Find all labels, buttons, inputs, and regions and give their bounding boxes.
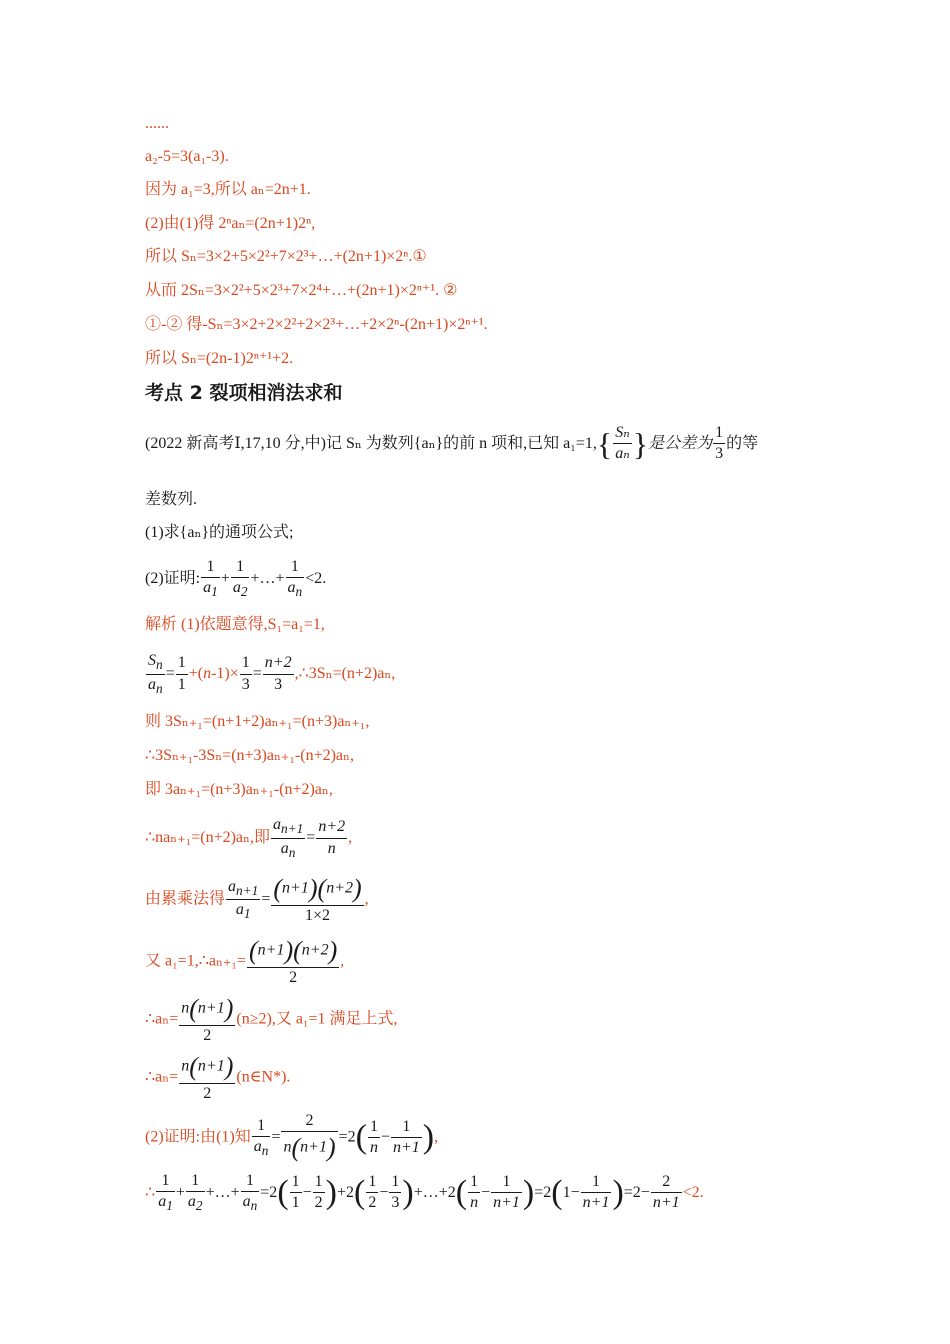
fraction: $\frac{n+2}{n}$ [318,818,346,857]
fraction: $\frac{2}{n(n+1)}$ [283,1112,336,1163]
section-heading: 考点 2 裂项相消法求和 [145,382,343,404]
text-line: (2)由(1)得 2ⁿaₙ=(2n+1)2ⁿ, [145,215,316,232]
fraction: $\frac{1}{n+1}$ [393,1117,420,1157]
fraction: $\frac{a_{n+1}}{a_n}$ [272,816,304,860]
problem-statement: 差数列. [145,491,198,508]
fraction: $\frac{1}{a_1}$ [158,1172,173,1214]
fraction: $\frac{2}{n+1}$ [652,1173,680,1212]
fraction: $\frac{1}{a_n}$ [253,1116,269,1159]
fraction: $\frac{1}{a_2}$ [187,1172,203,1214]
solution-text: <2. [682,1183,704,1201]
solution-text: 由累乘法得 [145,890,226,908]
problem-text: (2022 新高考Ⅰ,17,10 分,中)记 Sₙ 为数列{aₙ}的前 n 项和,已知 a₁=1, [145,434,597,452]
solution-text: (2)证明:由(1)知 [145,1128,251,1146]
solution-line: (2)证明:由(1)知 $\frac{1}{a_n}$ = $\frac{2}{n(n+1)}$ =2( $\frac{1}{n}$ − $\frac{1}{n+1}$ ), [145,1112,439,1163]
fraction: $\frac{1}{n}$ [369,1117,378,1157]
fraction: $\frac{1}{a_2}$ [232,558,248,600]
text-line: ...... [145,115,169,132]
brace-right: } [632,425,649,462]
text-line: 所以 Sₙ=(2n-1)2ⁿ⁺¹+2. [145,350,294,367]
question-text: <2. [305,569,327,587]
text-line: 从而 2Sₙ=3×2²+5×2³+7×2⁴+…+(2n+1)×2ⁿ⁺¹. ② [145,282,458,299]
question-1: (1)求{aₙ}的通项公式; [145,524,294,541]
solution-text: ∴aₙ= [145,1010,179,1028]
fraction-denominator: 3 [715,445,724,463]
fraction-numerator: Sₙ [613,424,631,444]
fraction: $\frac{1}{a_n}$ [287,558,303,600]
fraction: $\frac{(n+1)(n+2)}{2}$ [248,936,338,986]
text-line: a₂-5=3(a₁-3). [145,148,229,165]
solution-line [145,994,398,1045]
fraction: $\frac{a_{n+1}}{a_1}$ [228,877,259,922]
solution-text: (n≥2),又 a₁=1 满足上式, [236,1010,398,1028]
question-text: (2)证明: [145,569,201,587]
solution-line: $\frac{S_n}{a_n}$ = $\frac{1}{1}$ +(n-1)× $\frac{1}{3}$ = $\frac{n+2}{3}$ ,∴3Sₙ=(n+2)aₙ, [148,652,396,696]
fraction: $\frac{S_n}{a_n}$ [148,652,163,696]
solution-line: 即 3aₙ₊₁=(n+3)aₙ₊₁-(n+2)aₙ, [145,781,333,798]
fraction-numerator: 1 [713,424,725,444]
solution-text: ,∴3Sₙ=(n+2)aₙ, [294,665,396,682]
solution-text: ∴naₙ₊₁=(n+2)aₙ,即 [145,829,270,846]
problem-statement [145,424,758,464]
solution-line: 由累乘法得 $\frac{a_{n+1}}{a_1}$ = $\frac{(n+1)(n+2)}{1\times 2}$ , [145,874,369,924]
fraction: $\frac{1}{n}$ [470,1173,479,1212]
solution-line: 又 a₁=1,∴aₙ₊₁= $\frac{(n+1)(n+2)}{2}$ , [145,936,345,986]
solution-line: 解析 (1)依题意得,S₁=a₁=1, [145,616,325,633]
fraction: $\frac{(n+1)(n+2)}{1\times 2}$ [273,874,362,924]
problem-text: 是公差为 [648,434,713,452]
solution-line [145,1052,290,1103]
fraction: $\frac{1}{3}$ [241,654,250,693]
fraction: $\frac{n(n+1)}{2}$ [181,1052,234,1102]
fraction: $\frac{1}{a_1}$ [203,558,218,600]
brace-left: { [596,425,613,462]
fraction: $\frac{1}{n+1}$ [582,1173,610,1212]
fraction-denominator: aₙ [615,445,630,463]
solution-line: 则 3Sₙ₊₁=(n+1+2)aₙ₊₁=(n+3)aₙ₊₁, [145,713,370,730]
fraction: $\frac{1}{3}$ [391,1173,400,1212]
text-line: ①-② 得-Sₙ=3×2+2×2²+2×2³+…+2×2ⁿ-(2n+1)×2ⁿ⁺¹. [145,316,488,333]
solution-line: ∴3Sₙ₊₁-3Sₙ=(n+3)aₙ₊₁-(n+2)aₙ, [145,747,354,764]
solution-line: ∴ $\frac{1}{a_1}$ + $\frac{1}{a_2}$ +…+ $\frac{1}{a_n}$ =2( $\frac{1}{1}$ − $\frac{1}{2}$ )+2( $\frac{1}{2}$ − $\frac{1}{3}$ )+…+2( $\frac{1}{n}$ − $\frac{1}{n+1}$ )=2(1− $\frac{1}{n+1}$ )=2− $\frac{2}{n+1}$ <2. [145,1172,704,1214]
fraction-one-third [713,424,725,464]
fraction: $\frac{1}{1}$ [291,1173,300,1212]
solution-text: ∴ [145,1183,156,1201]
solution-text: 又 a₁=1,∴aₙ₊₁= [145,952,246,970]
problem-text: 的等 [726,434,759,452]
text-line: 所以 Sₙ=3×2+5×2²+7×2³+…+(2n+1)×2ⁿ.① [145,248,427,265]
text-line: 因为 a₁=3,所以 aₙ=2n+1. [145,181,311,198]
solution-text: (n∈N*). [236,1068,291,1086]
fraction: $\frac{n(n+1)}{2}$ [181,994,234,1044]
solution-text: ∴aₙ= [145,1068,179,1086]
solution-line: ∴naₙ₊₁=(n+2)aₙ,即 $\frac{a_{n+1}}{a_n}$ = $\frac{n+2}{n}$ , [145,816,353,860]
fraction-sn-an [613,424,631,464]
fraction: $\frac{1}{2}$ [314,1173,323,1212]
fraction: $\frac{1}{2}$ [368,1173,377,1212]
fraction: $\frac{n+2}{3}$ [264,654,292,693]
fraction: $\frac{1}{n+1}$ [493,1173,520,1212]
fraction: $\frac{1}{1}$ [177,654,186,693]
fraction: $\frac{1}{a_n}$ [242,1172,258,1214]
question-2: (2)证明: $\frac{1}{a_1}$ + $\frac{1}{a_2}$ +…+ $\frac{1}{a_n}$ <2. [145,558,327,600]
